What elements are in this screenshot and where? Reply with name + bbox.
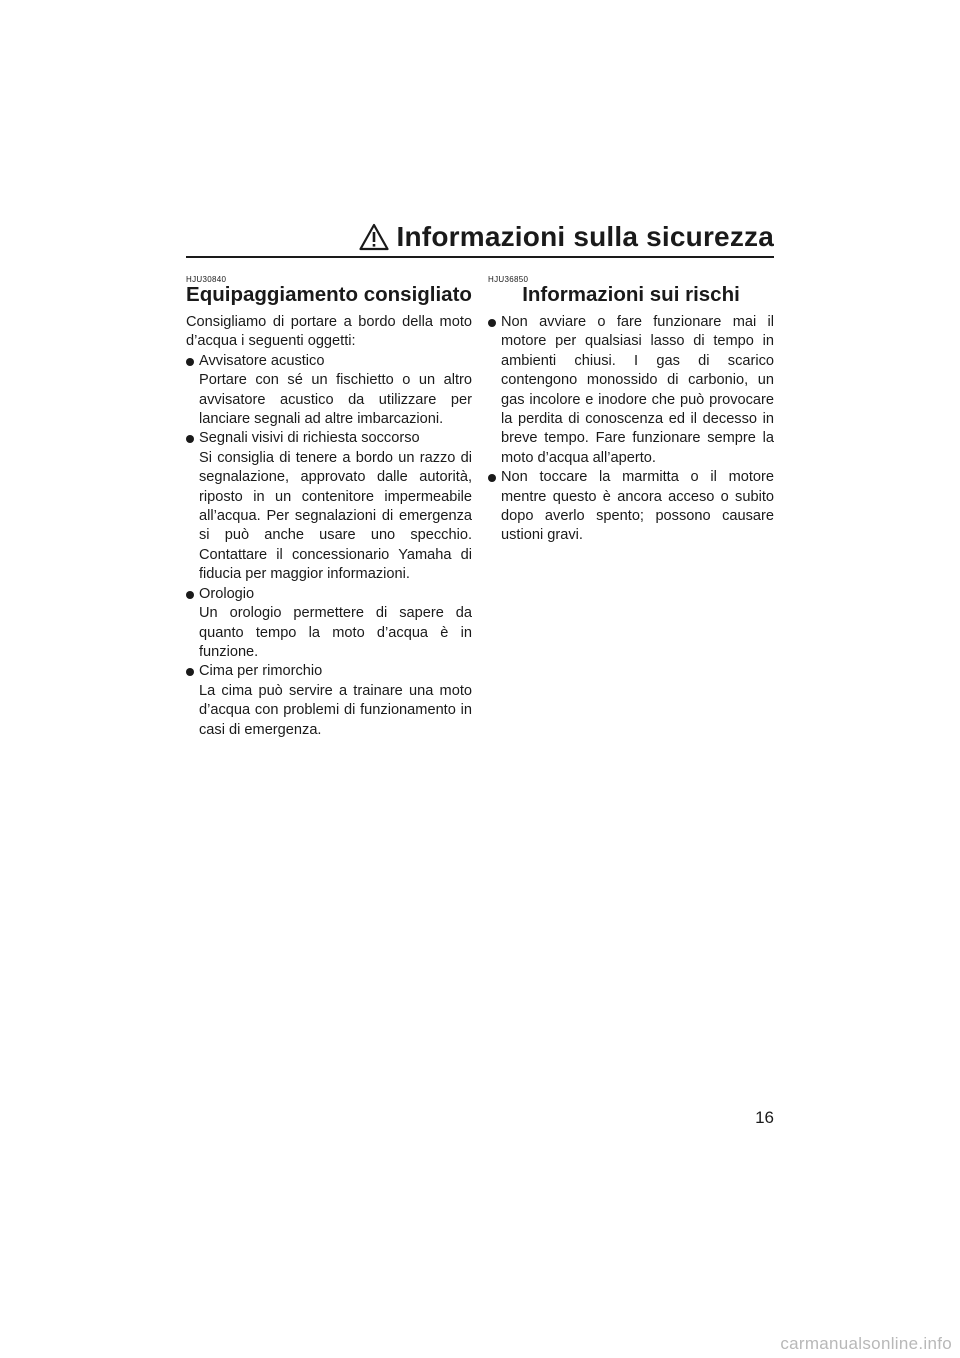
list-item: [488, 313, 774, 468]
list-item-title: Segnali visivi di richiesta soccorso: [199, 430, 420, 447]
page-header: [186, 222, 774, 258]
list-item-text: Portare con sé un fischietto o un altro avvisatore acustico da utilizzare per lanciare segnali ad altre imbarcazioni.: [199, 372, 472, 428]
list-item: [186, 429, 472, 584]
section-code: HJU30840: [186, 275, 227, 284]
left-column: [186, 275, 472, 740]
list-item: [186, 352, 472, 430]
header-title-group: [359, 221, 774, 253]
list-item-title: Cima per rimorchio: [199, 663, 323, 680]
section-intro: Consigliamo di portare a bordo della moto d’acqua i seguenti oggetti:: [186, 314, 472, 350]
list-item-title: Avvisatore acustico: [199, 352, 325, 369]
list-item-text: Si consiglia di tenere a bordo un razzo di segnalazione, approvato dalle autorità, riposto in un contenitore impermeabile all’acqua. Per segnalazioni di emergenza si può anche usare uno specchio. Contattare il concessionario Yamaha di fiducia per maggior informazioni.: [199, 449, 472, 583]
section-title-equipment: Equipaggiamento consigliato: [186, 283, 472, 306]
bullet-icon: [488, 474, 496, 482]
list-item-text: Non avviare o fare funzionare mai il motore per qualsiasi lasso di tempo in ambienti chiusi. I gas di scarico contengono monossido di carbonio, un gas incolore e inodore che può provocare la perdita di conoscenza ed il decesso in breve tempo. Fare funzionare sempre la moto d’acqua all’aperto.: [501, 314, 774, 466]
bullet-icon: [186, 358, 194, 366]
warning-triangle-icon: [359, 223, 389, 251]
list-item-text: Un orologio permettere di sapere da quanto tempo la moto d’acqua è in funzione.: [199, 605, 472, 660]
list-item-text: Non toccare la marmitta o il motore mentre questo è ancora acceso o subito dopo averlo spento; possono causare ustioni gravi.: [501, 469, 774, 544]
bullet-icon: [186, 668, 194, 676]
right-column: [488, 275, 774, 546]
section-code: HJU36850: [488, 275, 529, 284]
watermark-text: carmanualsonline.info: [780, 1334, 952, 1353]
page-title: Informazioni sulla sicurezza: [396, 221, 774, 252]
list-item: [186, 662, 472, 740]
list-item-title: Orologio: [199, 585, 255, 602]
bullet-icon: [488, 319, 496, 327]
section-title-risks: Informazioni sui rischi: [522, 283, 740, 306]
bullet-icon: [186, 435, 194, 443]
list-item: [186, 585, 472, 663]
page-number: 16: [755, 1108, 774, 1127]
bullet-icon: [186, 591, 194, 599]
list-item: [488, 468, 774, 546]
list-item-text: La cima può servire a trainare una moto d’acqua con problemi di funzionamento in casi di emergenza.: [199, 682, 472, 738]
